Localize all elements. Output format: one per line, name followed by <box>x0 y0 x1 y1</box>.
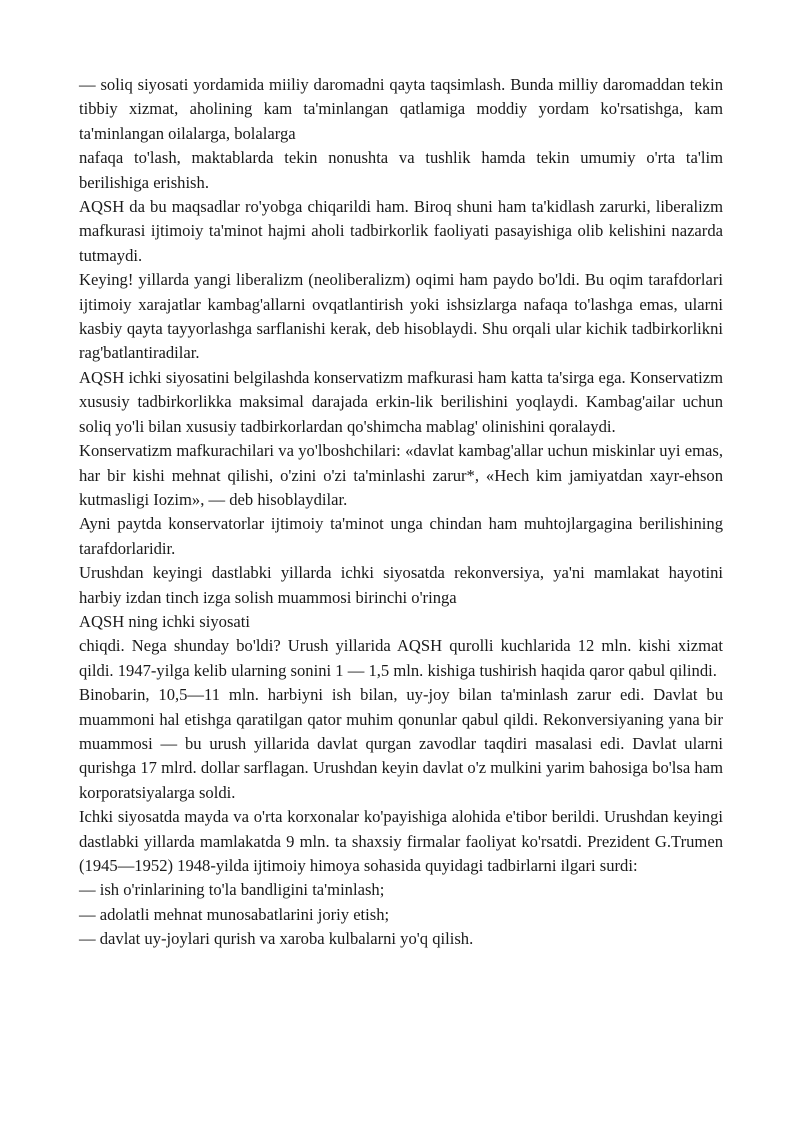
paragraph-neoliberalism: Keying! yillarda yangi liberalizm (neoliberalizm) oqimi ham paydo bo'ldi. Bu oqim tarafdorlari ijtimoiy xarajatlar kambag'allarni ovqatlantirish yoki ishsizlarga nafaqa to'lashga emas, ularni kasbiy qayta tayyorlashga sarflanishi kerak, deb hisoblaydi. Shu orqali ular kichik tadbirkorlikni rag'batlantiradilar. <box>79 270 723 363</box>
paragraph-conservators: Ayni paytda konservatorlar ijtimoiy ta'minot unga chindan ham muhtojlargagina berilishining tarafdorlaridir. <box>79 514 723 558</box>
paragraph-reconversion: Urushdan keyingi dastlabki yillarda ichki siyosatda rekonversiya, ya'ni mamlakat hayotini harbiy izdan tinch izga solish muammosi birinchi o'ringa <box>79 563 723 607</box>
paragraph-housing-factories: Binobarin, 10,5—11 mln. harbiyni ish bilan, uy-joy bilan ta'minlash zarur edi. Davlat bu muammoni hal etishga qaratilgan qator muhim qonunlar qabul qildi. Rekonversiyaning yana bir muammosi — bu urush yillarida davlat qurgan zavodlar taqdiri masalasi edi. Davlat ularni qurishga 17 mlrd. dollar sarflagan. Urushdan keyin davlat o'z mulkini yarim bahosiga bo'lsa ham korporatsiyalarga soldi. <box>79 685 723 802</box>
paragraph-army-reduction: chiqdi. Nega shunday bo'ldi? Urush yillarida AQSH qurolli kuchlarida 12 mln. kishi xizmat qildi. 1947-yilga kelib ularning sonini 1 — 1,5 mln. kishiga tushirish haqida qaror qabul qilindi. <box>79 636 723 680</box>
list-item-labor-relations: — adolatli mehnat munosabatlarini joriy etish; <box>79 904 390 924</box>
paragraph-liberalism: AQSH da bu maqsadlar ro'yobga chiqarildi ham. Biroq shuni ham ta'kidlash zarurki, liberalizm mafkurasi ijtimoiy ta'minot hajmi aholi tadbirkorlik faoliyati pasayishiga olib kelishini nazarda tutmaydi. <box>79 197 723 265</box>
paragraph-conservatism: AQSH ichki siyosatini belgilashda konservatizm mafkurasi ham katta ta'sirga ega. Konservatizm xususiy tadbirkorlikka maksimal darajada erkin-lik berilishini yoqlaydi. Kambag'ailar uchun soliq yo'li bilan xususiy tadbirkorlardan qo'shimcha mablag' olinishini qoralaydi. <box>79 367 723 436</box>
document-page <box>79 73 723 952</box>
paragraph-tax-policy: — soliq siyosati yordamida miiliy daromadni qayta taqsimlash. Bunda milliy daromaddan tekin tibbiy xizmat, aholining kam ta'minlangan qatlamiga moddiy yordam ko'rsatishga, kam ta'minlangan oilalarga, bolalarga <box>79 75 723 143</box>
paragraph-benefits: nafaqa to'lash, maktablarda tekin nonushta va tushlik hamda tekin umumiy o'rta ta'lim berilishiga erishish. <box>79 148 723 192</box>
paragraph-conservatism-quotes: Konservatizm mafkurachilari va yo'lboshchilari: «davlat kambag'allar uchun miskinlar uyi emas, har bir kishi mehnat qilishi, o'zini o'zi ta'minlashi zarur*, «Hech kim jamiyatdan xayr-ehson kutmasligi Iozim», — deb hisoblaydilar. <box>79 441 723 509</box>
list-item-housing: — davlat uy-joylari qurish va xaroba kulbalarni yo'q qilish. <box>79 929 474 949</box>
list-item-employment: — ish o'rinlarining to'la bandligini ta'minlash; <box>79 880 385 900</box>
section-heading: AQSH ning ichki siyosati <box>79 611 251 631</box>
paragraph-small-business: Ichki siyosatda mayda va o'rta korxonalar ko'payishiga alohida e'tibor berildi. Urushdan keyingi dastlabki yillarda mamlakatda 9 mln. ta shaxsiy firmalar faoliyat ko'rsatdi. Prezident G.Trumen (1945—1952) 1948-yilda ijtimoiy himoya sohasida quyidagi tadbirlarni ilgari surdi: <box>79 807 723 875</box>
